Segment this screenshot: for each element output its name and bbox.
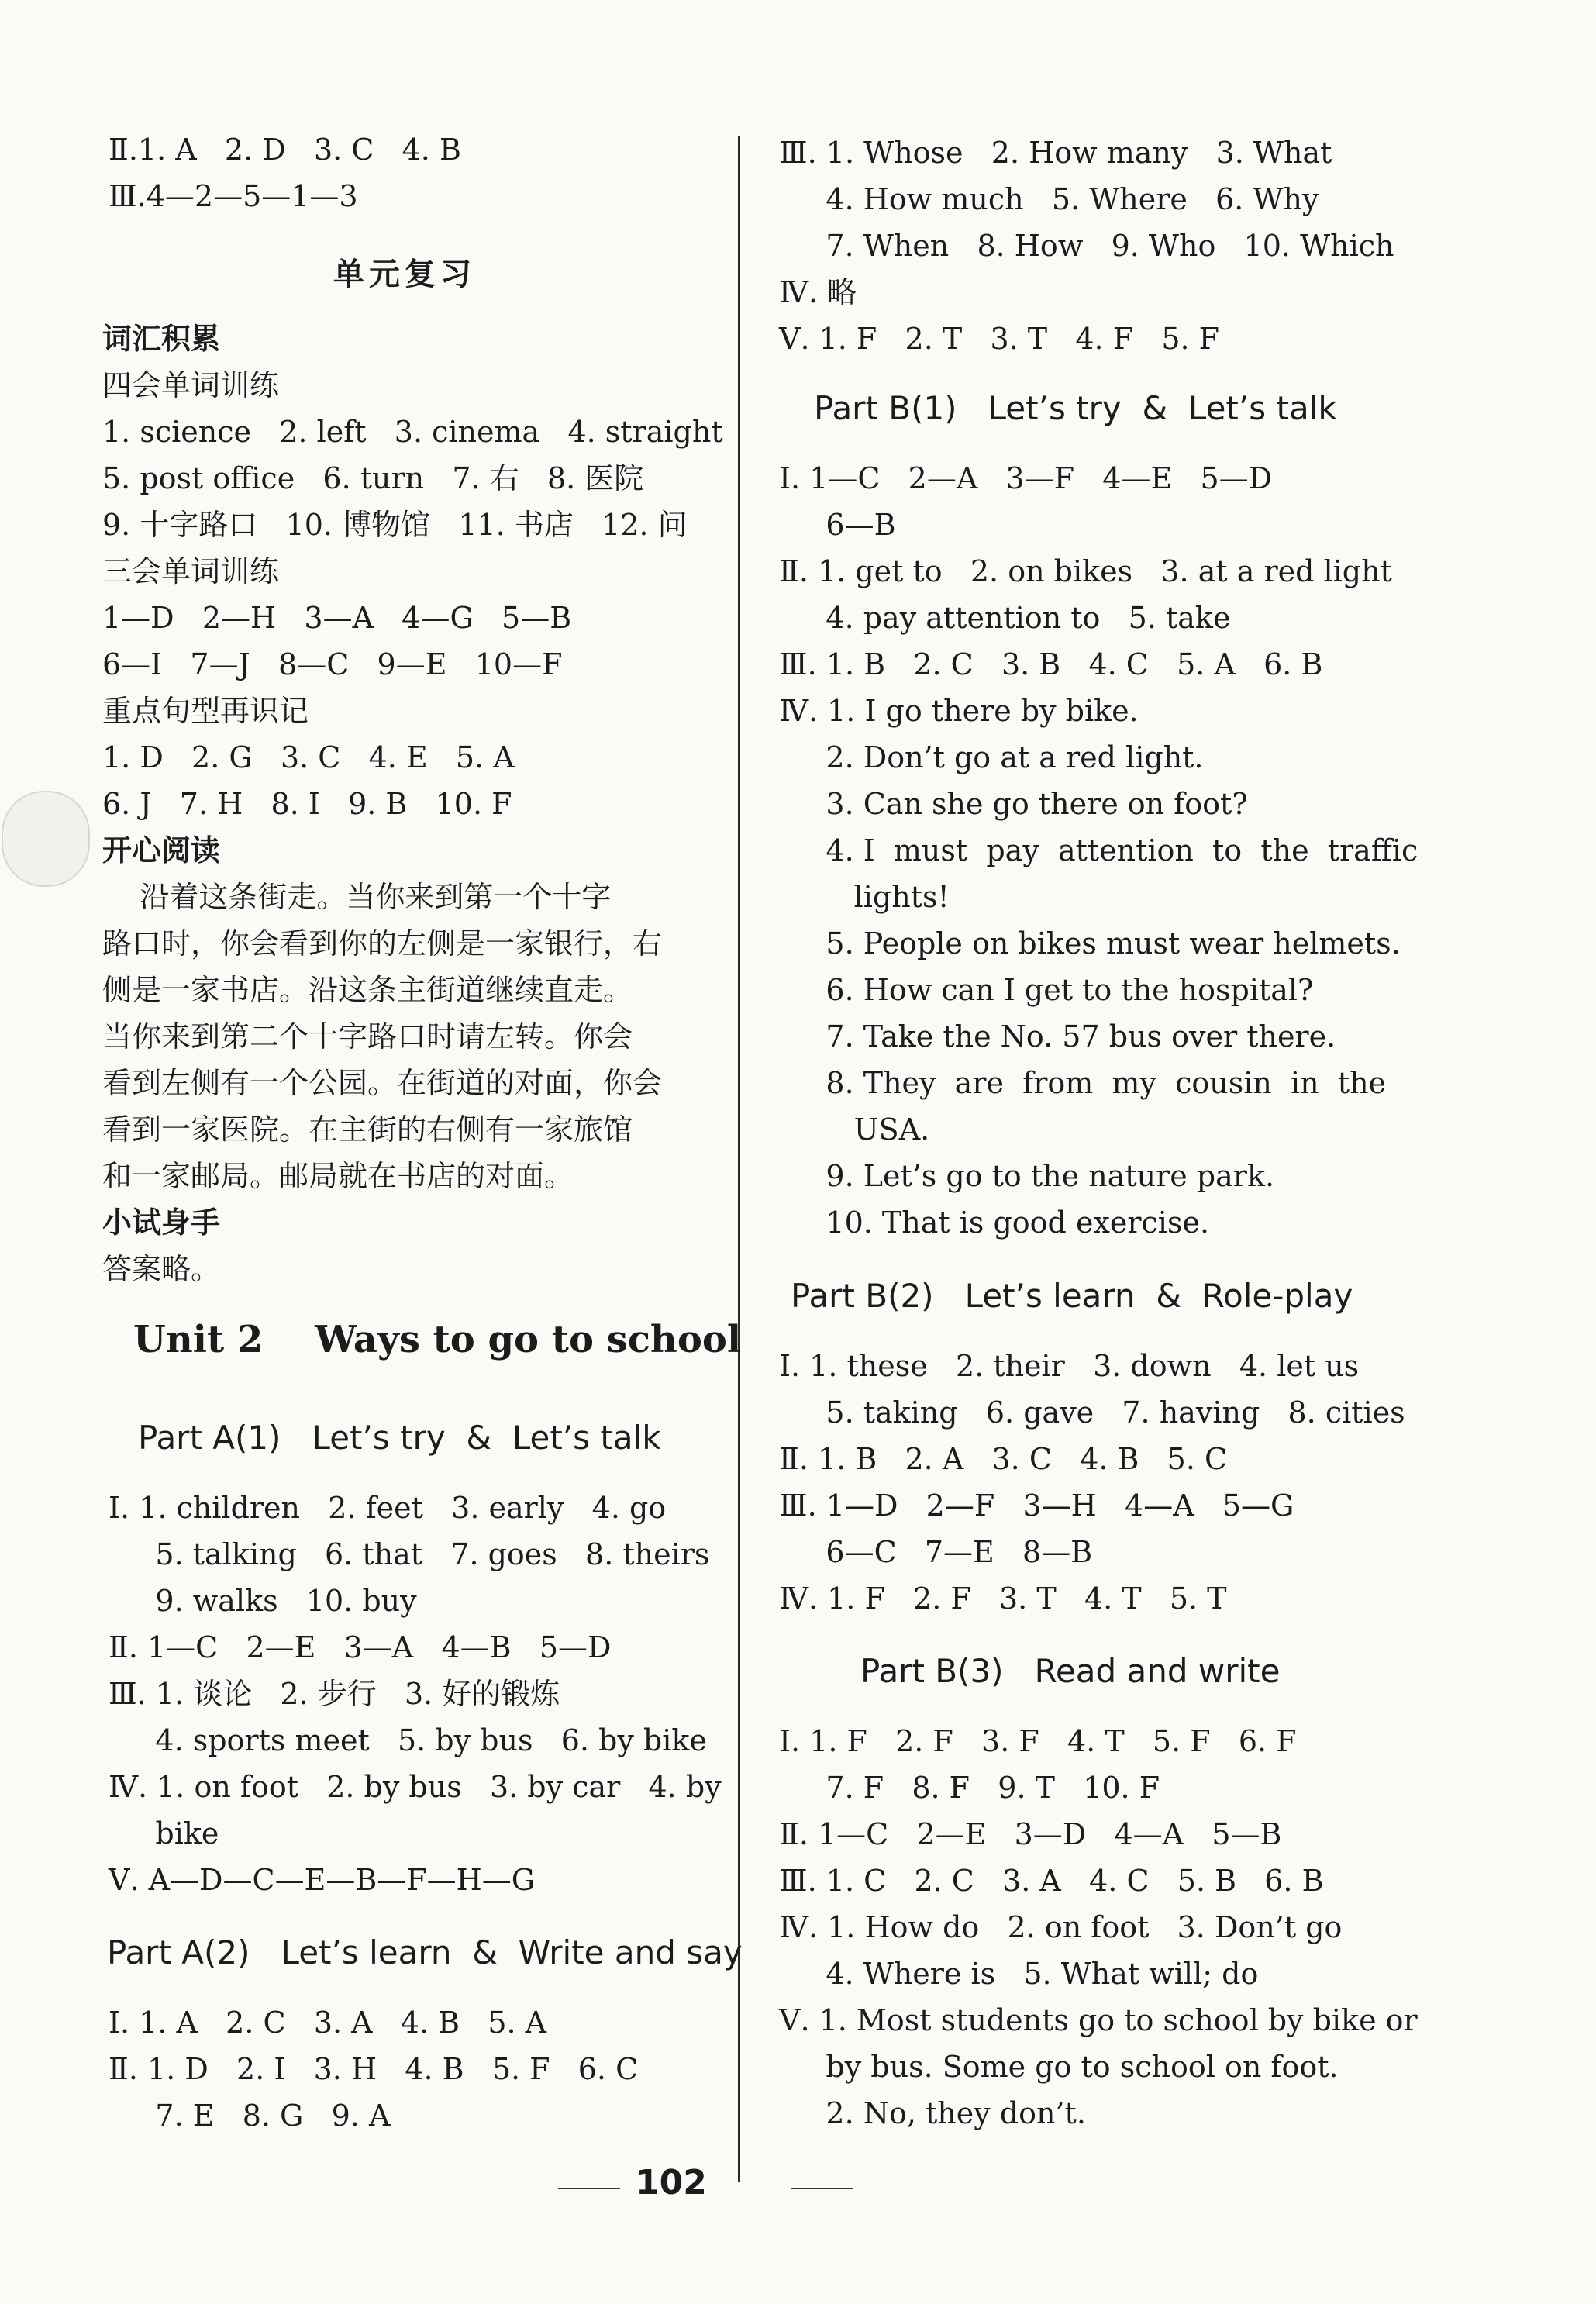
answer-line: 8. They are from my cousin in the <box>779 1066 1387 1100</box>
part-b3-title: Part B(3) Read and write <box>860 1652 1281 1690</box>
try-answer: 答案略。 <box>102 1252 221 1286</box>
answer-line: Ⅳ. 1. F 2. F 3. T 4. T 5. T <box>779 1581 1227 1616</box>
answer-line: Ⅳ. 略 <box>779 275 857 309</box>
answer-line: Ⅲ. 1. Whose 2. How many 3. What <box>779 136 1332 170</box>
reading-line: 当你来到第二个十字路口时请左转。你会 <box>102 1019 633 1054</box>
answer-line: Ⅴ. 1. F 2. T 3. T 4. F 5. F <box>779 322 1220 356</box>
answer-line: bike <box>109 1816 219 1850</box>
answer-line: Ⅱ.1. A 2. D 3. C 4. B <box>109 133 461 167</box>
try-heading: 小试身手 <box>102 1205 221 1240</box>
answer-line: 10. That is good exercise. <box>779 1205 1210 1240</box>
answer-line: 9. walks 10. buy <box>109 1584 417 1618</box>
reading-line: 看到一家医院。在主街的右侧有一家旅馆 <box>102 1112 633 1147</box>
answer-line: 4. sports meet 5. by bus 6. by bike <box>109 1723 707 1757</box>
column-divider <box>738 136 740 2182</box>
answer-line: 5. post office 6. turn 7. 右 8. 医院 <box>102 461 644 495</box>
answer-line: Ⅲ. 1. C 2. C 3. A 4. C 5. B 6. B <box>779 1864 1324 1898</box>
answer-line: Ⅰ. 1. F 2. F 3. F 4. T 5. F 6. F <box>779 1724 1297 1758</box>
answer-line: 7. When 8. How 9. Who 10. Which <box>779 229 1394 263</box>
answer-line: Ⅳ. 1. I go there by bike. <box>779 694 1139 728</box>
three-words-heading: 三会单词训练 <box>102 554 280 588</box>
part-a1-title: Part A(1) Let’s try & Let’s talk <box>138 1419 661 1457</box>
answer-line: 7. F 8. F 9. T 10. F <box>779 1771 1160 1805</box>
reading-line: 沿着这条街走。当你来到第一个十字 <box>102 880 612 914</box>
answer-line: 5. People on bikes must wear helmets. <box>779 926 1401 961</box>
answer-line: 9. Let’s go to the nature park. <box>779 1159 1275 1193</box>
answer-line: Ⅱ. 1. B 2. A 3. C 4. B 5. C <box>779 1442 1228 1476</box>
reading-heading: 开心阅读 <box>102 833 221 867</box>
answer-line: 1. science 2. left 3. cinema 4. straight <box>102 415 723 449</box>
vocab-heading: 词汇积累 <box>102 322 221 356</box>
reading-line: 侧是一家书店。沿这条主街道继续直走。 <box>102 973 633 1007</box>
answer-line: 4. How much 5. Where 6. Why <box>779 182 1319 216</box>
sentence-heading: 重点句型再识记 <box>102 694 309 728</box>
answer-line: by bus. Some go to school on foot. <box>779 2050 1339 2084</box>
four-words-heading: 四会单词训练 <box>102 368 280 402</box>
page-number: 102 <box>636 2163 707 2202</box>
answer-line: Ⅲ. 1—D 2—F 3—H 4—A 5—G <box>779 1488 1294 1523</box>
part-b2-title: Part B(2) Let’s learn & Role-play <box>791 1277 1353 1315</box>
answer-line: 6. J 7. H 8. I 9. B 10. F <box>102 787 512 821</box>
answer-line: Ⅱ. 1—C 2—E 3—A 4—B 5—D <box>109 1630 612 1664</box>
page-number-rule-right <box>791 2188 853 2189</box>
answer-line: 6—C 7—E 8—B <box>779 1535 1093 1569</box>
page-number-rule-left <box>558 2188 620 2189</box>
answer-line: 6—I 7—J 8—C 9—E 10—F <box>102 647 563 681</box>
answer-line: Ⅱ. 1—C 2—E 3—D 4—A 5—B <box>779 1817 1282 1851</box>
answer-line: Ⅰ. 1. A 2. C 3. A 4. B 5. A <box>109 2006 547 2040</box>
unit-title: Unit 2 Ways to go to school <box>133 1318 742 1361</box>
answer-line: Ⅰ. 1. children 2. feet 3. early 4. go <box>109 1491 667 1525</box>
answer-line: 6. How can I get to the hospital? <box>779 973 1314 1007</box>
part-a2-title: Part A(2) Let’s learn & Write and say <box>107 1933 743 1971</box>
answer-line: 2. No, they don’t. <box>779 2096 1086 2130</box>
answer-line: Ⅰ. 1—C 2—A 3—F 4—E 5—D <box>779 461 1273 495</box>
answer-line: 7. E 8. G 9. A <box>109 2099 391 2133</box>
answer-line: Ⅲ. 1. B 2. C 3. B 4. C 5. A 6. B <box>779 647 1323 681</box>
answer-line: 2. Don’t go at a red light. <box>779 740 1204 774</box>
answer-line: 9. 十字路口 10. 博物馆 11. 书店 12. 问 <box>102 508 688 542</box>
answer-line: 4. Where is 5. What will; do <box>779 1957 1259 1991</box>
answer-line: Ⅲ. 1. 谈论 2. 步行 3. 好的锻炼 <box>109 1677 560 1711</box>
answer-line: 1. D 2. G 3. C 4. E 5. A <box>102 740 515 774</box>
answer-line: 5. taking 6. gave 7. having 8. cities <box>779 1395 1405 1430</box>
answer-line: Ⅲ.4—2—5—1—3 <box>109 179 358 213</box>
answer-line: 4. I must pay attention to the traffic <box>779 833 1418 867</box>
answer-line: USA. <box>779 1112 930 1147</box>
answer-line: 3. Can she go there on foot? <box>779 787 1248 821</box>
faint-stamp-mark <box>2 791 90 887</box>
unit-review-title: 单元复习 <box>333 257 476 292</box>
answer-line: 6—B <box>779 508 896 542</box>
answer-line: 4. pay attention to 5. take <box>779 601 1231 635</box>
answer-line: Ⅰ. 1. these 2. their 3. down 4. let us <box>779 1349 1360 1383</box>
answer-line: Ⅳ. 1. on foot 2. by bus 3. by car 4. by <box>109 1770 722 1804</box>
answer-line: Ⅱ. 1. get to 2. on bikes 3. at a red light <box>779 554 1392 588</box>
reading-line: 看到左侧有一个公园。在街道的对面，你会 <box>102 1066 663 1100</box>
answer-line: Ⅴ. 1. Most students go to school by bike or <box>779 2003 1418 2037</box>
part-b1-title: Part B(1) Let’s try & Let’s talk <box>814 389 1337 427</box>
answer-line: 5. talking 6. that 7. goes 8. theirs <box>109 1537 710 1571</box>
reading-line: 和一家邮局。邮局就在书店的对面。 <box>102 1159 574 1193</box>
answer-line: Ⅳ. 1. How do 2. on foot 3. Don’t go <box>779 1910 1343 1944</box>
answer-line: lights! <box>779 880 950 914</box>
answer-line: 1—D 2—H 3—A 4—G 5—B <box>102 601 572 635</box>
answer-line: Ⅴ. A—D—C—E—B—F—H—G <box>109 1863 536 1897</box>
reading-line: 路口时，你会看到你的左侧是一家银行，右 <box>102 926 663 961</box>
answer-line: Ⅱ. 1. D 2. I 3. H 4. B 5. F 6. C <box>109 2052 639 2086</box>
answer-line: 7. Take the No. 57 bus over there. <box>779 1019 1336 1054</box>
